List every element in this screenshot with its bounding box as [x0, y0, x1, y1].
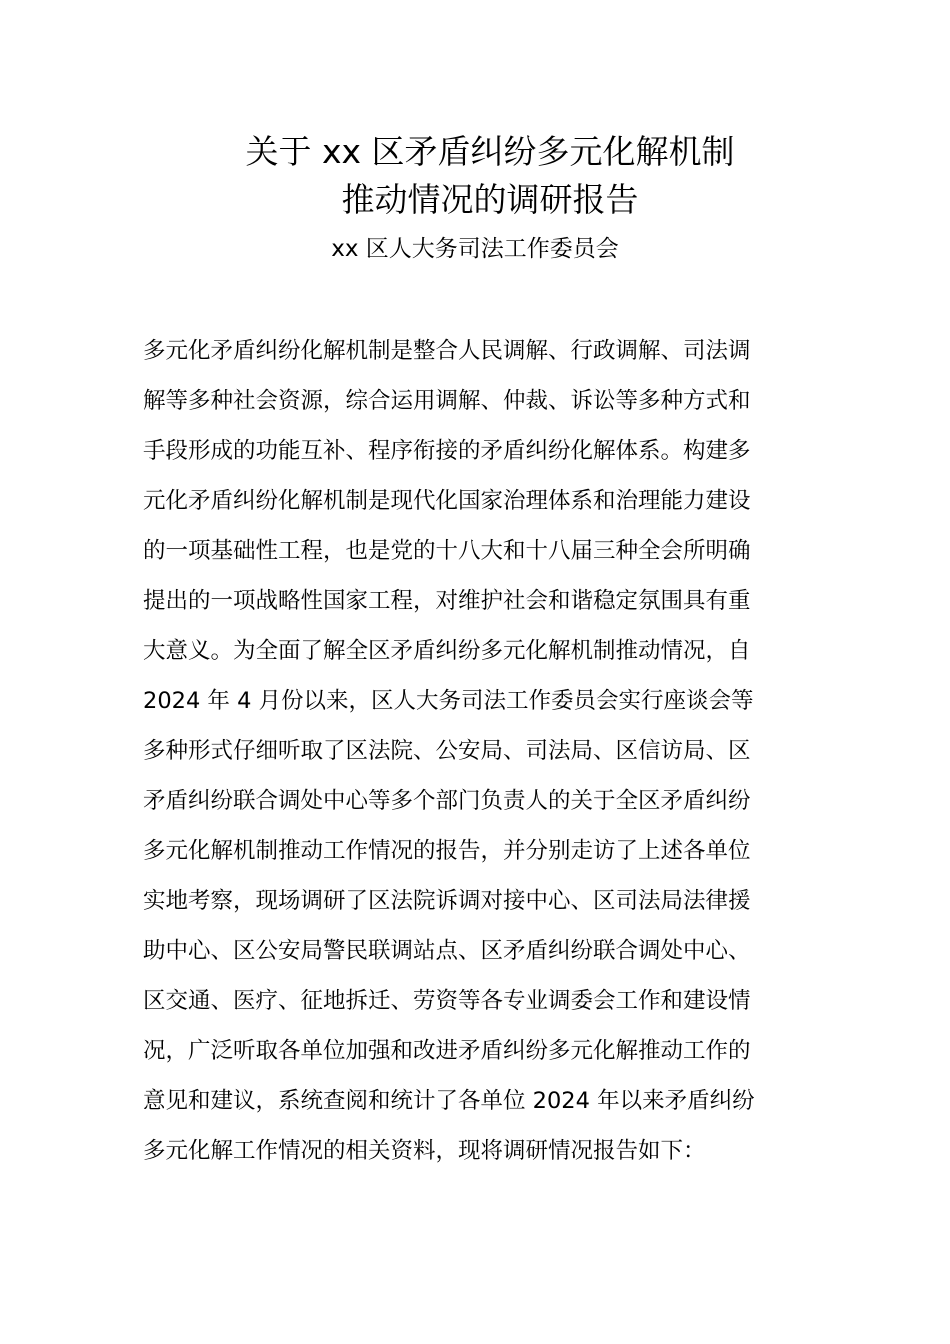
paragraph-line: 多元化矛盾纠纷化解机制是整合人民调解、行政调解、司法调 — [143, 338, 751, 364]
paragraph-line: 实地考察，现场调研了区法院诉调对接中心、区司法局法律援 — [143, 888, 751, 914]
paragraph-line: 多元化解工作情况的相关资料，现将调研情况报告如下： — [143, 1138, 706, 1164]
paragraph-line: 的一项基础性工程，也是党的十八大和十八届三种全会所明确 — [143, 538, 751, 564]
paragraph-line: 多元化解机制推动工作情况的报告，并分别走访了上述各单位 — [143, 838, 751, 864]
document-subtitle: xx 区人大务司法工作委员会 — [331, 236, 619, 262]
paragraph-line: 解等多种社会资源，综合运用调解、仲裁、诉讼等多种方式和 — [143, 388, 751, 414]
paragraph-line: 元化矛盾纠纷化解机制是现代化国家治理体系和治理能力建设 — [143, 488, 751, 514]
body-paragraph — [143, 332, 813, 1182]
paragraph-line: 大意义。为全面了解全区矛盾纠纷多元化解机制推动情况，自 — [143, 638, 751, 664]
document-title-line-2: 推动情况的调研报告 — [341, 180, 639, 219]
paragraph-line: 矛盾纠纷联合调处中心等多个部门负责人的关于全区矛盾纠纷 — [143, 788, 751, 814]
paragraph-line: 助中心、区公安局警民联调站点、区矛盾纠纷联合调处中心、 — [143, 938, 751, 964]
paragraph-line: 2024 年 4 月份以来，区人大务司法工作委员会实行座谈会等 — [143, 688, 754, 714]
paragraph-line: 手段形成的功能互补、程序衔接的矛盾纠纷化解体系。构建多 — [143, 438, 751, 464]
document-title-line-1: 关于 xx 区矛盾纠纷多元化解机制 — [245, 132, 735, 171]
paragraph-line: 多种形式仔细听取了区法院、公安局、司法局、区信访局、区 — [143, 738, 751, 764]
paragraph-line: 意见和建议，系统查阅和统计了各单位 2024 年以来矛盾纠纷 — [143, 1088, 755, 1114]
paragraph-line: 提出的一项战略性国家工程，对维护社会和谐稳定氛围具有重 — [143, 588, 751, 614]
paragraph-line: 况，广泛听取各单位加强和改进矛盾纠纷多元化解推动工作的 — [143, 1038, 751, 1064]
paragraph-line: 区交通、医疗、征地拆迁、劳资等各专业调委会工作和建设情 — [143, 988, 751, 1014]
